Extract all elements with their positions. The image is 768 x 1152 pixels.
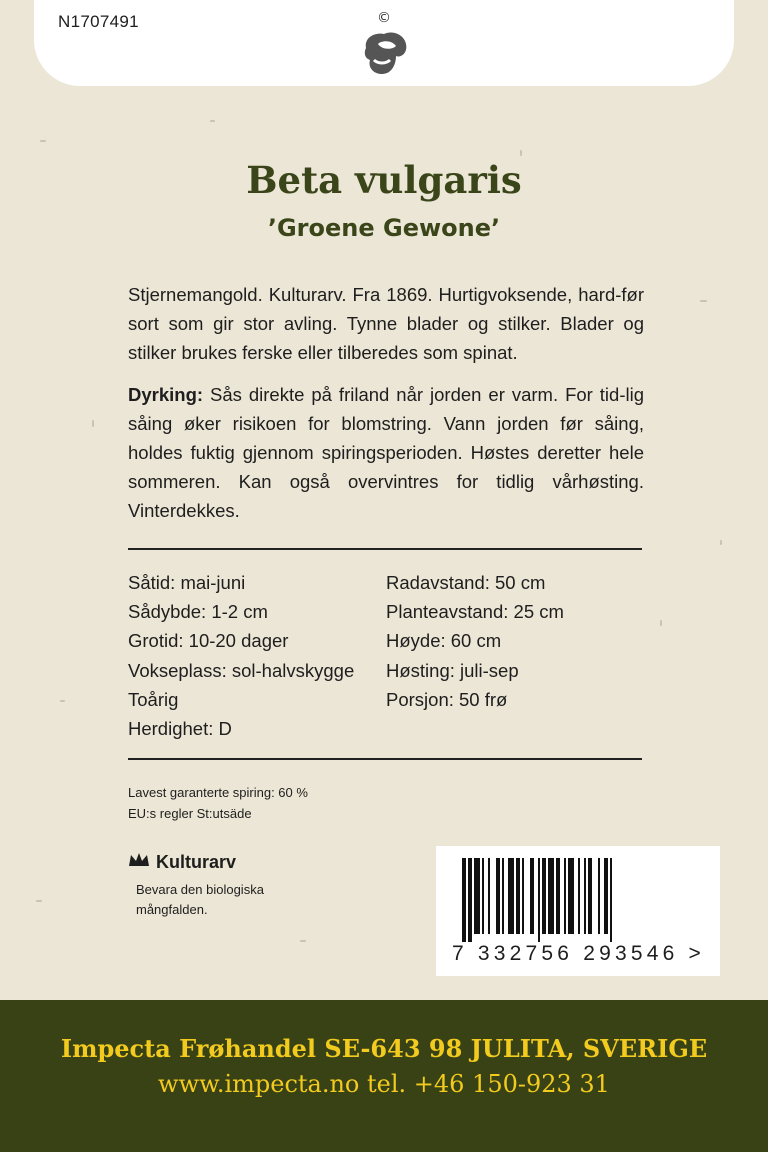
divider-top bbox=[128, 548, 642, 550]
spec-row-spacing: Radavstand: 50 cm bbox=[386, 572, 546, 593]
barcode-digits: 7 332756 293546 > bbox=[452, 942, 705, 965]
barcode-bar bbox=[538, 858, 540, 942]
barcode-bar bbox=[488, 858, 490, 934]
barcode-bar bbox=[548, 858, 554, 934]
heritage-label: Kulturarv bbox=[156, 851, 237, 872]
barcode-bar bbox=[482, 858, 484, 934]
spec-sowing-depth: Sådybde: 1-2 cm bbox=[128, 601, 268, 623]
regulation-note: EU:s regler St:utsäde bbox=[128, 806, 252, 821]
barcode-bar bbox=[474, 858, 480, 934]
heritage-text: Bevara den biologiska mångfalden. bbox=[136, 882, 264, 917]
spec-harvest: Høsting: juli-sep bbox=[386, 659, 519, 681]
barcode-bar bbox=[598, 858, 600, 934]
barcode-bar bbox=[564, 858, 566, 934]
barcode-bar bbox=[542, 858, 546, 934]
barcode-bar bbox=[462, 858, 466, 942]
heritage-heading bbox=[128, 850, 236, 874]
cultivation-label: Dyrking: bbox=[128, 384, 204, 405]
cultivar-name: ’Groene Gewone’ bbox=[267, 214, 501, 242]
divider-bottom bbox=[128, 758, 642, 760]
barcode-bar bbox=[584, 858, 586, 934]
paper-speck bbox=[92, 420, 94, 427]
barcode-bar bbox=[496, 858, 500, 934]
barcode-bar bbox=[588, 858, 592, 934]
barcode-bar bbox=[556, 858, 560, 934]
paper-speck bbox=[700, 300, 707, 302]
latin-name-heading: Beta vulgaris bbox=[246, 158, 522, 202]
description-paragraph: Stjernemangold. Kulturarv. Fra 1869. Hurtigvoksende, hard-før sort som gir stor avling. Tynne blader og stilker. Blader og stilker brukes ferske eller tilberedes som spinat. bbox=[128, 284, 644, 363]
cultivation-paragraph bbox=[128, 380, 644, 525]
cultivation-text: Sås direkte på friland når jorden er varm. For tid-lig såing øker risikoen for blomstring. Vann jorden før såing, holdes fuktig gjennom spiringsperioden. Høstes deretter hele sommeren. Kan også overvintres for tidlig vårhøsting. Vinterdekkes. bbox=[128, 384, 644, 521]
barcode-bars bbox=[436, 846, 720, 942]
footer-contact: www.impecta.no tel. +46 150-923 31 bbox=[158, 1070, 610, 1098]
paper-speck bbox=[40, 140, 46, 142]
barcode-bar bbox=[516, 858, 520, 934]
footer-address: Impecta Frøhandel SE-643 98 JULITA, SVERIGE bbox=[60, 1034, 708, 1063]
spec-biennial: Toårig bbox=[128, 688, 179, 710]
copyright-symbol: © bbox=[377, 10, 391, 26]
spec-plant-spacing: Planteavstand: 25 cm bbox=[386, 601, 564, 623]
barcode-bar bbox=[508, 858, 514, 934]
specs-left-list bbox=[128, 568, 354, 743]
germination-note: Lavest garanterte spiring: 60 % bbox=[128, 785, 308, 800]
barcode-bar bbox=[578, 858, 580, 934]
spec-growing-location: Vokseplass: sol-halvskygge bbox=[128, 659, 355, 681]
spec-sowing-time: Såtid: mai-juni bbox=[128, 572, 246, 593]
barcode-bar bbox=[568, 858, 574, 934]
barcode-bar bbox=[502, 858, 504, 934]
paper-speck bbox=[520, 150, 522, 156]
barcode bbox=[436, 846, 720, 976]
paper-speck bbox=[210, 120, 215, 122]
paper-speck bbox=[60, 700, 65, 702]
paper-speck bbox=[36, 900, 42, 902]
paper-speck bbox=[300, 940, 306, 942]
barcode-bar bbox=[604, 858, 608, 934]
barcode-bar bbox=[468, 858, 472, 942]
barcode-bar bbox=[530, 858, 534, 934]
spec-germination-time: Grotid: 10-20 dager bbox=[128, 630, 289, 652]
paper-speck bbox=[660, 620, 662, 626]
barcode-bar bbox=[522, 858, 524, 934]
specs-right-list bbox=[386, 568, 564, 714]
spec-height: Høyde: 60 cm bbox=[386, 630, 502, 652]
product-code: N1707491 bbox=[58, 12, 139, 31]
barcode-bar bbox=[610, 858, 612, 942]
impecta-logo-icon bbox=[352, 4, 416, 84]
crown-icon bbox=[128, 851, 150, 874]
spec-portion: Porsjon: 50 frø bbox=[386, 688, 508, 710]
paper-speck bbox=[720, 540, 722, 545]
spec-hardiness: Herdighet: D bbox=[128, 718, 232, 740]
